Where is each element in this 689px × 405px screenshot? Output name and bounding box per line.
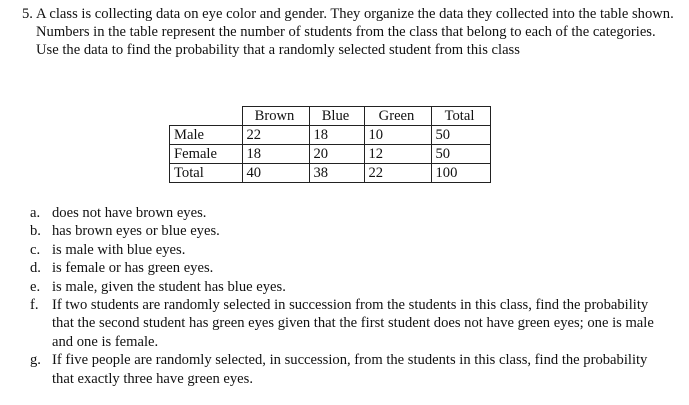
part-text: If two students are randomly selected in succession from the students in this class, find the probability that the second student has green eyes given that the first student does not have green eyes; one is male and one is female. [52,297,654,350]
problem-prompt: A class is collecting data on eye color and gender. They organize the data they collected into the table shown. Numbers in the table represent the number of students from the class that belong to each of the categories. Use the data to find the probability that a randomly selected student from this class [36,6,674,59]
row-label-female: Female [170,145,243,164]
table-header-row [170,107,491,126]
column-header-brown: Brown [242,107,309,126]
cell-total-brown: 40 [242,164,309,183]
part-text: is male, given the student has blue eyes. [52,278,286,295]
cell-female-green: 12 [364,145,431,164]
row-label-total: Total [170,164,243,183]
cell-male-green: 10 [364,126,431,145]
part-text: is female or has green eyes. [52,260,214,277]
eye-color-gender-table [169,106,491,183]
column-header-total: Total [431,107,490,126]
cell-male-total: 50 [431,126,490,145]
part-e [30,278,672,296]
cell-female-blue: 20 [309,145,364,164]
part-d [30,259,672,277]
problem-5 [22,5,676,60]
part-letter: b. [30,223,41,240]
part-text: does not have brown eyes. [52,205,207,221]
part-letter: c. [30,241,41,258]
part-letter: g. [30,352,41,369]
cell-female-brown: 18 [242,145,309,164]
part-text: is male with blue eyes. [52,241,186,258]
question-parts [30,204,672,388]
part-letter: f. [30,297,39,314]
cell-female-total: 50 [431,145,490,164]
cell-male-brown: 22 [242,126,309,145]
part-c [30,241,672,259]
cell-total-blue: 38 [309,164,364,183]
problem-number: 5. [22,6,33,22]
cell-total-green: 22 [364,164,431,183]
table-row-male [170,126,491,145]
table-row-female [170,145,491,164]
column-header-blue: Blue [309,107,364,126]
table-corner-cell [170,107,243,126]
cell-male-blue: 18 [309,126,364,145]
part-letter: d. [30,260,41,277]
part-g [30,351,672,388]
part-letter: a. [30,205,41,221]
part-text: If five people are randomly selected, in succession, from the students in this class, find the probability that exactly three have green eyes. [52,352,648,387]
part-b [30,222,672,240]
part-letter: e. [30,278,41,295]
cell-total-total: 100 [431,164,490,183]
row-label-male: Male [170,126,243,145]
part-text: has brown eyes or blue eyes. [52,223,220,240]
table-row-total [170,164,491,183]
part-a [30,204,672,222]
column-header-green: Green [364,107,431,126]
part-f [30,296,672,351]
